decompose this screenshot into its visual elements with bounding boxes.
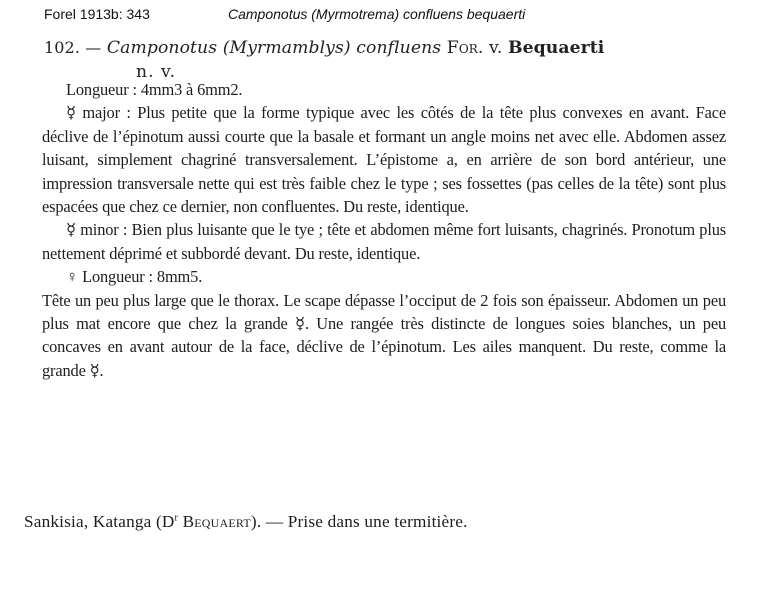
variety-name: Bequaerti (507, 38, 605, 58)
paragraph-minor-worker: ☿ minor : Bien plus luisante que le tye ; tête et abdomen même fort luisants, chagrinés. Pronotum plus nettement déprimé et subbordé devant. Du reste, identique. (42, 220, 726, 263)
page-header (44, 6, 744, 26)
taxon-name: Camponotus (Myrmamblys) confluens (106, 38, 442, 58)
locality-line (24, 512, 724, 532)
entry-number: 102. — (44, 38, 102, 57)
taxon-entry (44, 36, 734, 84)
species-caption: Camponotus (Myrmotrema) confluens bequaerti (228, 6, 526, 22)
description-body (42, 78, 726, 382)
variety-abbrev: v. (489, 38, 503, 58)
taxon-title (44, 36, 734, 60)
locality-collector: Bequaert (182, 512, 251, 531)
paragraph-major-worker: ☿ major : Plus petite que la forme typique avec les côtés de la tête plus convexes en avant. Face déclive de l’épinotum aussi courte que la basale et formant un angle moins net avec elle. Abdomen assez luisant, simplement chagriné transversalement. L’épistome a, en arrière de son bord antérieur, une impression transversale nette qui est très faible chez le type ; ses fossettes (pas celles de la tête) sont plus espacées que chez ce dernier, non confluentes. Du reste, identique. (42, 103, 726, 217)
source-reference: Forel 1913b: 343 (44, 6, 150, 22)
paragraph-queen-size: ♀ Longueur : 8mm5. (66, 267, 203, 287)
taxon-author: For. (446, 38, 484, 58)
paragraph-queen-description: Tête un peu plus large que le thorax. Le scape dépasse l’occiput de 2 fois son épaisseur. Abdomen un peu plus mat encore que chez la grande ☿. Une rangée très distincte de longues soies blanches, un peu concaves en avant autour de la face, déclive de l’épinotum. Les ailes manquent. Du reste, comme la grande ☿. (42, 290, 726, 380)
taxon-status: n. v. (136, 62, 177, 82)
paragraph-size: Longueur : 4mm3 à 6mm2. (66, 80, 243, 99)
locality-title-sup: r (174, 512, 179, 524)
locality-rest: ). — Prise dans une termitière. (250, 512, 468, 531)
locality-place: Sankisia, Katanga (D (24, 512, 175, 531)
